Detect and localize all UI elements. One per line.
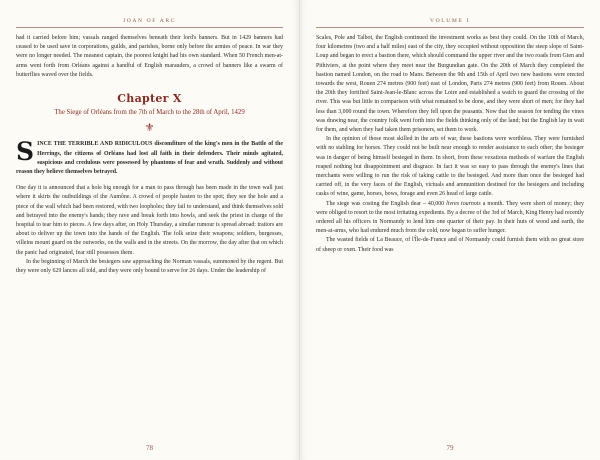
chapter-subtitle: The Siege of Orléans from the 7th of March to the 28th of April, 1429 xyxy=(54,109,245,117)
right-page xyxy=(300,0,600,460)
left-intro xyxy=(16,34,283,80)
body-paragraph: The wasted fields of La Beauce, of l'Île-de-France and of Normandy could furnish them with no great store of sheep or oxen. Their food was xyxy=(316,237,584,253)
running-head-left: JOAN OF ARC xyxy=(122,18,177,24)
drop-cap: S xyxy=(16,137,35,167)
fleur-de-lis-icon: ⚜ xyxy=(144,122,155,135)
opening-text: INCE THE TERRIBLE AND RIDICULOUS discomfiture of the king's men in the Battle of the Herrings, the citizens of Orléans had lost all faith in their defenders. Their minds agitated, suspicious and credulous were possessed by phantoms of fear and wrath. Suddenly and without reason they believe themselves betrayed. xyxy=(16,141,283,176)
siege-text-italic: livres tournois xyxy=(446,200,481,207)
intro-paragraph: had it carried before him; vassals ranged themselves beneath their lord's banners. But in 1429 banners had ceased to be used save in corporations, guilds, and parishes, borne only before the armies of peace. In war they were no longer needed. The meanest captain, the poorest knight had his own standard. When 50 French men-at-arms went forth from Orléans against a handful of English marauders, a crowd of banners like a swarm of butterflies waved over the fields. xyxy=(16,35,283,78)
body-paragraph: Scales, Pole and Talbot, the English continued the investment works as best they could. On the 10th of March, four kilometres (two and a half miles) east of the city, they occupied without opposition the steep slope of Saint-Loup and began to erect a bastion there, which should command the upper river and the two roads from Gien and Pithiviers, at the point where they meet near the Burgundian gate. On the 20th of March they completed the bastion named London, on the road to Mans. Between the 9th and 15th of April two new bastions were erected towards the west, Rouen 274 metres (900 feet) east of London, Paris 274 metres (900 feet) from Rouen. About the 20th they fortified Saint-Jean-le-Blanc across the Loire and established a watch to guard the crossing of the river. This was but little in comparison with what remained to be done, and they were short of men; for they had less than 3,000 round the town. Wherefore they fell upon the peasants. Now that the season for tending the vines was drawing near, the country folk went forth into the fields thinking only of the land; but the English lay in wait for them, and when they had taken them prisoners, set them to work. xyxy=(316,35,584,134)
left-body xyxy=(16,184,283,276)
page-number-right: 79 xyxy=(446,444,454,452)
siege-paragraph xyxy=(316,200,584,237)
opening-paragraph xyxy=(16,137,283,177)
header-rule-left xyxy=(16,27,283,28)
header-rule-right xyxy=(316,27,584,28)
chapter-title: Chapter X xyxy=(117,92,182,106)
body-paragraph: One day it is announced that a hole big enough for a man to pass through has been made in the town wall just where it skirts the outbuildings of the Aumône. A crowd of people hasten to the spot; they see the hole and a piece of the wall which had been restored, with two loopholes; they fail to understand, and think themselves sold and betrayed into the enemy's hands; they rave and break forth into howls, and seek the priest in charge of the hospital to tear him to pieces. A few days after, on Holy Thursday, a similar rumour is spread abroad: traitors are about to deliver up the town into the hands of the English. The folk seize their weapons; soldiers, burgesses, villeins mount guard on the outworks, on the walls and in the streets. On the morrow, the day after that on which the panic had originated, fear still possesses them. xyxy=(16,185,283,256)
right-body xyxy=(316,34,584,255)
running-head-right: VOLUME I xyxy=(430,18,470,24)
page-number-left: 78 xyxy=(146,444,153,452)
body-paragraph: In the opinion of those most skilled in the arts of war, these bastions were worthless. They were furnished with no stabling for horses. They could not be built near enough to render assistance to each other; the besieger was in danger of being himself besieged in them. In short, from these vexatious methods of warfare the English reaped nothing but disappointment and disgrace. In fact it was so easy to pass through the enemy's lines that merchants were willing to run the risk of taking cattle to the besieged. And more than once the besieged had carried off, in the very faces of the English, victuals and ammunition destined for the besiegers and including casks of wine, game, horses, bows, forage and even 26 head of large cattle. xyxy=(316,136,584,198)
chapter-heading xyxy=(16,92,283,134)
siege-text-start: The siege was costing the English dear – 40,000 xyxy=(326,200,447,207)
siege-text-end: a month. They were short of money; they were obliged to resort to the most irritating expedients. By a decree of the 3rd of March, King Henry had recently ordered all his officers in Normandy to lend him one quarter of their pay. In their huts of wood and earth, the men-at-arms, who had endured much from the cold, now began to suffer hunger. xyxy=(316,200,584,235)
body-paragraph: In the beginning of March the besiegers saw approaching the Norman vassals, summoned by the regent. But they were only 629 lances all told, and they were only bound to serve for 26 days. Under the leadership of xyxy=(16,258,283,275)
